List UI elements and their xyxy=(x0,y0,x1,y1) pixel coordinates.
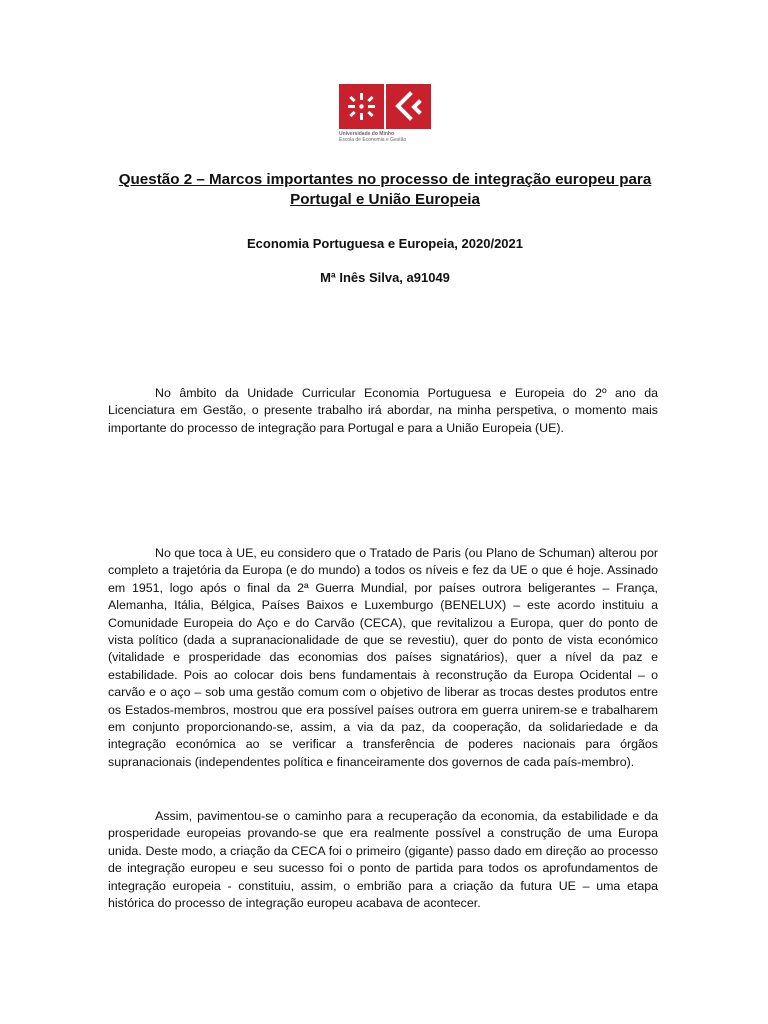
course-name: Economia Portuguesa e Europeia, 2020/2021 xyxy=(246,236,523,251)
university-emblem-icon xyxy=(339,84,384,129)
paragraph-treaty-of-paris: No que toca à UE, eu considero que o Tratado de Paris (ou Plano de Schuman) alterou por completo a trajetória da Europa (e do mundo) a todos os níveis e fez da UE o que é hoje. Assinado em 1951, logo após o final da 2ª Guerra Mundial, por países outrora beligerantes – França, Alemanha, Itália, Bélgica, Países Baixos e Luxemburgo (BENELUX) – este acordo instituiu a Comunidade Europeia do Aço e do Carvão (CECA), que revitalizou a Europa, quer do ponto de vista político (dada a supranacionalidade de que se revestiu), quer do ponto de vista económico (vitalidade e prosperidade das economias dos países signatários), quer a nível da paz e estabilidade. Pois ao colocar dois bens fundamentais à reconstrução da Europa Ocidental – o carvão e o aço – sob uma gestão comum com o objetivo de liberar as trocas destes produtos entre os Estados-membros, mostrou que era possível países outrora em guerra unirem-se e trabalharem em conjunto proporcionando-se, assim, a via da paz, da cooperação, da solidariedade e da integração económica ao se verificar a transferência de poderes nacionais para órgãos supranacionais (independentes política e financeiramente dos governos de cada país-membro). xyxy=(108,546,658,769)
paragraph-introduction: No âmbito da Unidade Curricular Economia Portuguesa e Europeia do 2º ano da Licenciatura em Gestão, o presente trabalho irá abordar, na minha perspetiva, o momento mais importante do processo de integração para Portugal e para a União Europeia (UE). xyxy=(108,386,658,435)
document-title: Questão 2 – Marcos importantes no processo de integração europeu para Portugal e União Europeia xyxy=(118,171,652,208)
logo-caption xyxy=(339,131,431,143)
school-emblem-icon xyxy=(386,84,431,129)
school-name: Escola de Economia e Gestão xyxy=(339,137,407,143)
paragraph-conclusion: Assim, pavimentou-se o caminho para a recuperação da economia, da estabilidade e da prosperidade europeias provando-se que era realmente possível a construção de uma Europa unida. Deste modo, a criação da CECA foi o primeiro (gigante) passo dado em direção ao processo de integração europeu e seu sucesso foi o ponto de partida para todos os aprofundamentos de integração europeia - constituiu, assim, o embrião para a criação da futura UE – uma etapa histórica do processo de integração europeu acabava de acontecer. xyxy=(108,809,658,911)
author-name: Mª Inês Silva, a91049 xyxy=(320,270,450,285)
university-name: Universidade do Minho xyxy=(339,131,395,137)
university-logo xyxy=(339,84,431,148)
logo-marks xyxy=(339,84,431,129)
